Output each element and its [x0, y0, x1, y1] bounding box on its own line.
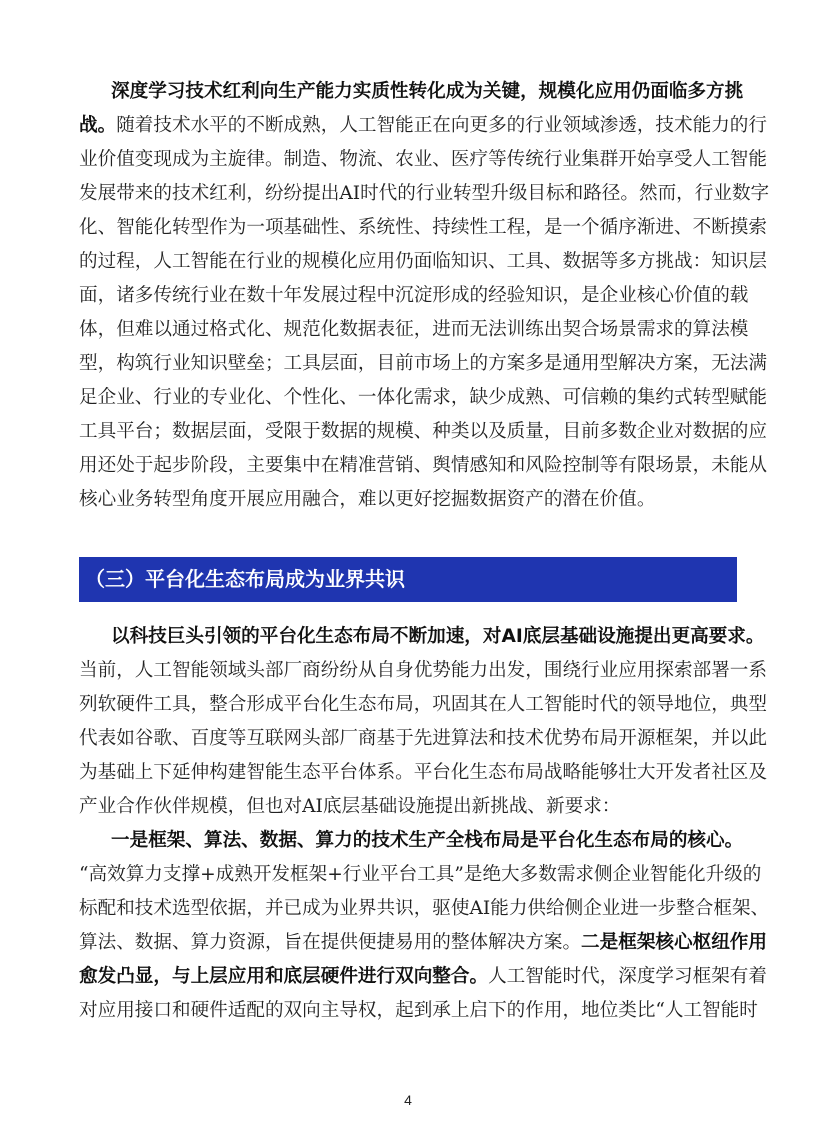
bold-text: 二是框架核心枢纽作用	[581, 932, 767, 953]
text-line	[79, 449, 767, 483]
body-text: 体，但难以通过格式化、规范化数据表征，进而无法训练出契合场景需求的算法模	[79, 319, 749, 340]
body-text: 人工智能时代，深度学习框架有着	[488, 966, 767, 987]
text-line	[79, 654, 767, 688]
body-text: 产业合作伙伴规模，但也对AI底层基础设施提出新挑战、新要求：	[79, 796, 621, 817]
body-text: 足企业、行业的专业化、个性化、一体化需求，缺少成熟、可信赖的集约式转型赋能	[79, 387, 767, 408]
text-line	[79, 790, 737, 824]
bold-text: 一是框架、算法、数据、算力的技术生产全栈布局是平台化生态布局的核心。	[111, 830, 744, 851]
body-text: 面，诸多传统行业在数十年发展过程中沉淀形成的经验知识，是企业核心价值的载	[79, 285, 749, 306]
text-line	[79, 313, 749, 347]
body-text: 对应用接口和硬件适配的双向主导权，起到承上启下的作用，地位类比“人工智能时	[79, 1000, 758, 1021]
body-text: “高效算力支撑+成熟开发框架+行业平台工具”是绝大多数需求侧企业智能化升级的	[79, 864, 762, 885]
bold-text: 以科技巨头引领的平台化生态布局不断加速，对AI底层基础设施提出更高要求。	[111, 626, 765, 647]
text-line	[79, 415, 767, 449]
text-line	[79, 483, 737, 517]
paragraph-block-1	[79, 75, 770, 517]
body-text: 业价值变现成为主旋律。制造、物流、农业、医疗等传统行业集群开始享受人工智能	[79, 149, 767, 170]
body-text: 用还处于起步阶段，主要集中在精准营销、舆情感知和风险控制等有限场景，未能从	[79, 455, 767, 476]
body-text: 化、智能化转型作为一项基础性、系统性、持续性工程，是一个循序渐进、不断摸索	[79, 217, 767, 238]
text-line	[79, 75, 744, 109]
page-number: 4	[404, 1092, 412, 1108]
text-line	[79, 381, 767, 415]
body-text: 算法、数据、算力资源，旨在提供便捷易用的整体解决方案。	[79, 932, 582, 953]
text-line	[79, 279, 749, 313]
text-line	[79, 824, 744, 858]
section-heading	[79, 557, 737, 602]
text-line	[79, 688, 767, 722]
body-text: 发展带来的技术红利，纷纷提出AI时代的行业转型升级目标和路径。然而，行业数字	[79, 183, 770, 204]
text-line	[79, 756, 767, 790]
section-heading-text: （三）平台化生态布局成为业界共识	[85, 567, 405, 591]
body-text: 随着技术水平的不断成熟，人工智能正在向更多的行业领域渗透，技术能力的行	[116, 115, 767, 136]
text-line	[79, 858, 762, 892]
text-line	[79, 926, 767, 960]
text-line	[79, 143, 767, 177]
text-line	[79, 722, 767, 756]
text-line	[79, 892, 770, 926]
text-line	[79, 177, 770, 211]
body-text: 代表如谷歌、百度等互联网头部厂商基于先进算法和技术优势布局开源框架，并以此	[79, 728, 767, 749]
body-text: 列软硬件工具，整合形成平台化生态布局，巩固其在人工智能时代的领导地位，典型	[79, 694, 767, 715]
body-text: 核心业务转型角度开展应用融合，难以更好挖掘数据资产的潜在价值。	[79, 489, 656, 510]
text-line	[79, 994, 758, 1028]
text-line	[79, 620, 765, 654]
bold-text: 战。	[79, 115, 117, 136]
text-line	[79, 211, 767, 245]
text-line	[79, 245, 767, 279]
body-text: 的过程，人工智能在行业的规模化应用仍面临知识、工具、数据等多方挑战：知识层	[79, 251, 767, 272]
body-text: 型，构筑行业知识壁垒；工具层面，目前市场上的方案多是通用型解决方案，无法满	[79, 353, 767, 374]
text-line	[79, 109, 767, 143]
body-text: 工具平台；数据层面，受限于数据的规模、种类以及质量，目前多数企业对数据的应	[79, 421, 767, 442]
text-line	[79, 347, 767, 381]
body-text: 为基础上下延伸构建智能生态平台体系。平台化生态布局战略能够壮大开发者社区及	[79, 762, 767, 783]
bold-text: 深度学习技术红利向生产能力实质性转化成为关键，规模化应用仍面临多方挑	[111, 81, 744, 102]
body-text: 当前，人工智能领域头部厂商纷纷从自身优势能力出发，围绕行业应用探索部署一系	[79, 660, 767, 681]
bold-text: 愈发凸显，与上层应用和底层硬件进行双向整合。	[79, 966, 489, 987]
text-line	[79, 960, 767, 994]
paragraph-block-2	[79, 620, 770, 1028]
body-text: 标配和技术选型依据，并已成为业界共识，驱使AI能力供给侧企业进一步整合框架、	[79, 898, 770, 919]
